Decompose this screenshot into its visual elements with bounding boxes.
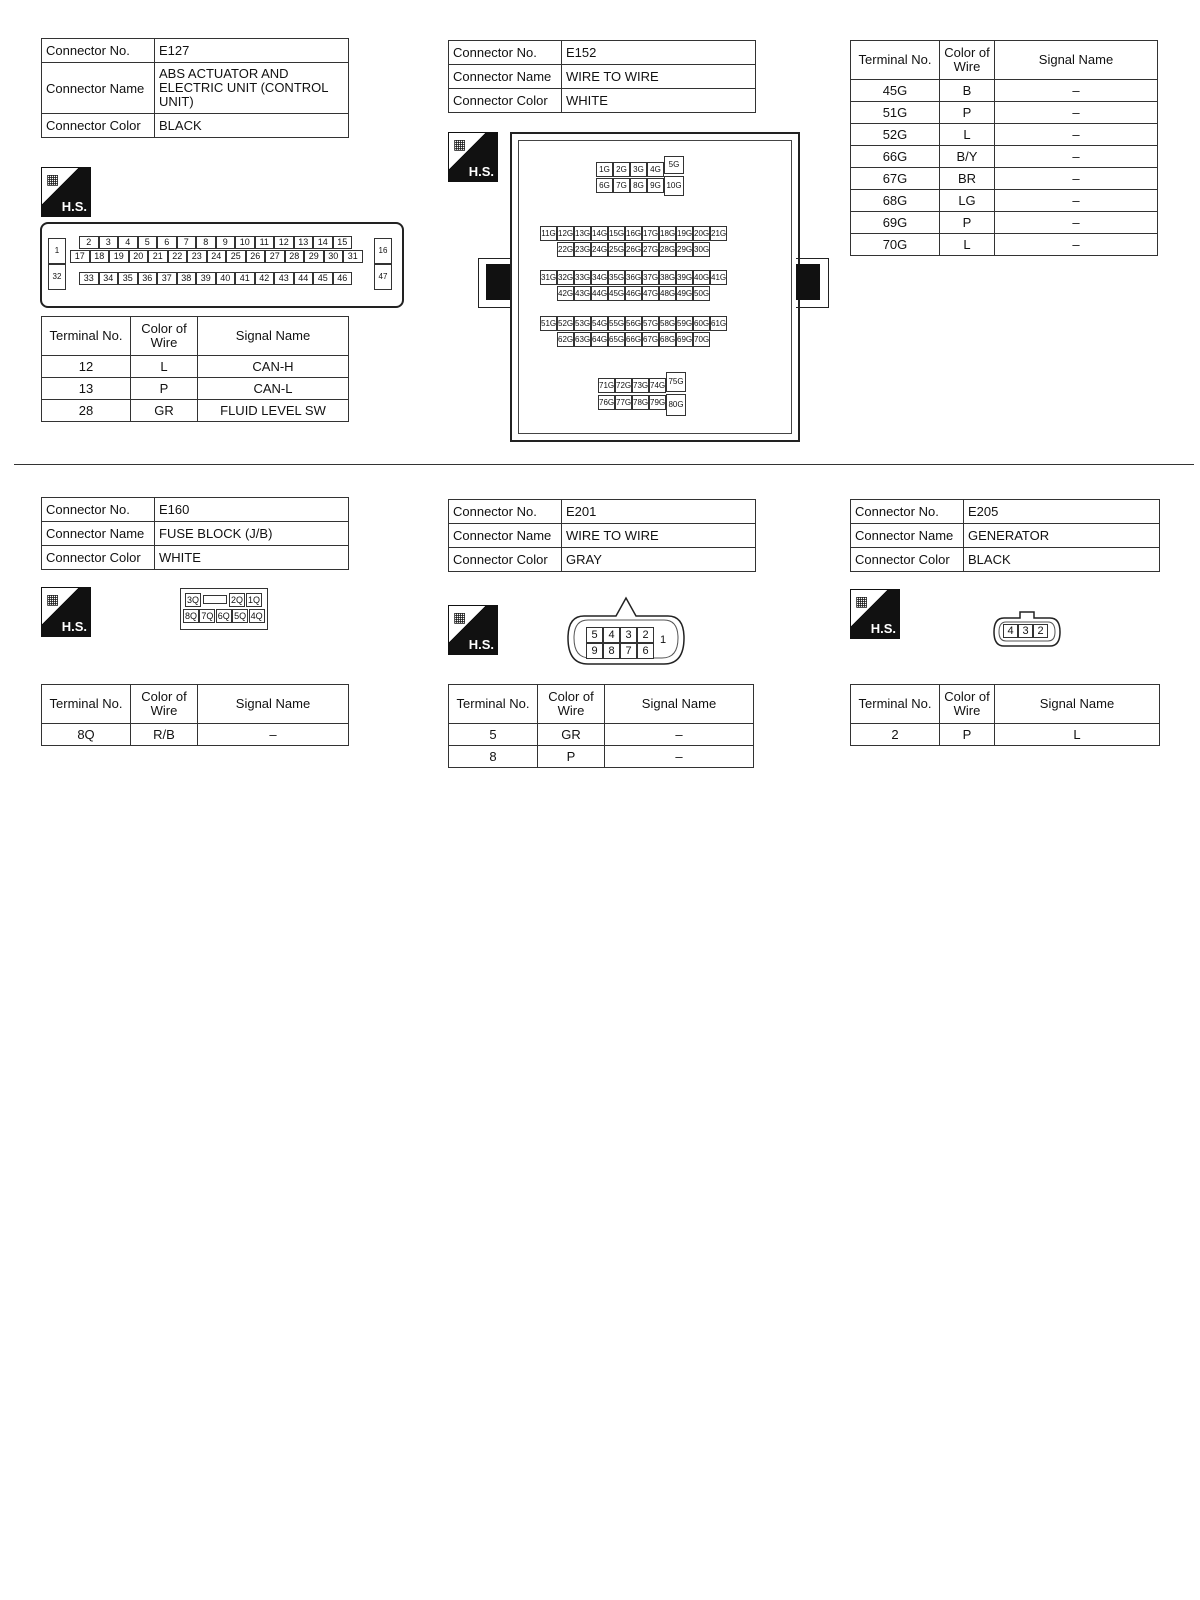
terminal-pin: 4G (647, 162, 664, 177)
table-row: 28 GR FLUID LEVEL SW (42, 400, 349, 422)
terminal-pin: 3Q (186, 595, 199, 605)
terminal-pin: 14G (591, 226, 608, 241)
terminal-pin: 37 (157, 272, 177, 285)
terminal-pin: 46G (625, 286, 642, 301)
e205-terminal-table: Terminal No. Color of Wire Signal Name 2 P L (850, 684, 1160, 746)
terminal-pin: 33G (574, 270, 591, 285)
harness-side-icon: ▦ H.S. (850, 589, 900, 639)
terminal-pin: 44G (591, 286, 608, 301)
terminal-pin: 31 (343, 250, 363, 263)
terminal-pin: 3 (99, 236, 119, 249)
terminal-pin: 36 (138, 272, 158, 285)
terminal-pin: 1G (596, 162, 613, 177)
terminal-pin: 38G (659, 270, 676, 285)
terminal-pin: 27G (642, 242, 659, 257)
terminal-pin: 29G (676, 242, 693, 257)
table-row: 69G P – (851, 212, 1158, 234)
terminal-pin: 14 (313, 236, 333, 249)
terminal-pin: 37G (642, 270, 659, 285)
table-row: 68G LG – (851, 190, 1158, 212)
table-row: 5 GR – (449, 724, 754, 746)
terminal-pin: 10 (235, 236, 255, 249)
terminal-pin: 8 (603, 643, 620, 659)
terminal-pin: 8G (630, 178, 647, 193)
terminal-pin: 17 (70, 250, 90, 263)
terminal-pin: 25 (226, 250, 246, 263)
terminal-pin: 79G (649, 395, 666, 410)
terminal-pin: 47 (374, 264, 392, 290)
terminal-pin: 6Q (217, 611, 230, 621)
terminal-pin: 59G (676, 316, 693, 331)
terminal-pin: 8 (196, 236, 216, 249)
terminal-pin: 18 (90, 250, 110, 263)
harness-side-icon: ▦ H.S. (448, 132, 498, 182)
table-row: 8Q R/B – (42, 724, 349, 746)
e160-connector-diagram (180, 588, 268, 630)
terminal-pin: 69G (676, 332, 693, 347)
terminal-pin: 50G (693, 286, 710, 301)
terminal-pin: 22 (168, 250, 188, 263)
terminal-pin: 46 (333, 272, 353, 285)
section-divider (14, 464, 1194, 465)
terminal-pin: 40G (693, 270, 710, 285)
terminal-pin: 6 (637, 643, 654, 659)
terminal-pin: 58G (659, 316, 676, 331)
terminal-pin: 28G (659, 242, 676, 257)
terminal-pin: 3G (630, 162, 647, 177)
e160-info-table: Connector No. E160 Connector Name FUSE BLOCK (J/B) Connector Color WHITE (41, 497, 349, 570)
terminal-pin: 75G (666, 372, 686, 392)
table-row: 13 P CAN-L (42, 378, 349, 400)
terminal-pin: 63G (574, 332, 591, 347)
terminal-pin: 57G (642, 316, 659, 331)
e152-info-table: Connector No. E152 Connector Name WIRE TO WIRE Connector Color WHITE (448, 40, 756, 113)
terminal-pin: 67G (642, 332, 659, 347)
terminal-pin: 60G (693, 316, 710, 331)
terminal-pin: 2G (613, 162, 630, 177)
e160-terminal-table: Terminal No. Color of Wire Signal Name 8Q R/B – (41, 684, 349, 746)
terminal-pin: 4 (1003, 624, 1018, 638)
terminal-pin: 6 (157, 236, 177, 249)
terminal-pin: 21G (710, 226, 727, 241)
e201-info-table: Connector No. E201 Connector Name WIRE TO WIRE Connector Color GRAY (448, 499, 756, 572)
table-row: 51G P – (851, 102, 1158, 124)
terminal-pin: 11 (255, 236, 275, 249)
terminal-pin: 31G (540, 270, 557, 285)
fuse-slot (203, 595, 227, 604)
table-row: 52G L – (851, 124, 1158, 146)
e205-info-table: Connector No. E205 Connector Name GENERATOR Connector Color BLACK (850, 499, 1160, 572)
terminal-pin: 24 (207, 250, 227, 263)
terminal-pin: 2 (79, 236, 99, 249)
terminal-pin: 36G (625, 270, 642, 285)
terminal-pin: 19G (676, 226, 693, 241)
terminal-pin: 4Q (250, 611, 263, 621)
terminal-pin: 7Q (201, 611, 214, 621)
terminal-pin: 2Q (230, 595, 243, 605)
terminal-pin: 44 (294, 272, 314, 285)
terminal-pin: 24G (591, 242, 608, 257)
terminal-pin: 34G (591, 270, 608, 285)
e201-terminal-table: Terminal No. Color of Wire Signal Name 5 GR – 8 P – (448, 684, 754, 768)
terminal-pin: 61G (710, 316, 727, 331)
terminal-pin: 80G (666, 394, 686, 416)
terminal-pin: 72G (615, 378, 632, 393)
terminal-pin: 43G (574, 286, 591, 301)
terminal-pin: 35G (608, 270, 625, 285)
table-row: 2 P L (851, 724, 1160, 746)
terminal-pin: 3 (620, 627, 637, 643)
terminal-pin: 4 (118, 236, 138, 249)
terminal-pin: 33 (79, 272, 99, 285)
terminal-pin: 40 (216, 272, 236, 285)
terminal-pin: 26 (246, 250, 266, 263)
terminal-pin: 1 (48, 238, 66, 264)
terminal-pin: 64G (591, 332, 608, 347)
terminal-pin: 12 (274, 236, 294, 249)
terminal-pin: 71G (598, 378, 615, 393)
terminal-pin: 1 (660, 634, 667, 646)
terminal-pin: 7G (613, 178, 630, 193)
terminal-pin: 23 (187, 250, 207, 263)
table-row: 66G B/Y – (851, 146, 1158, 168)
terminal-pin: 13 (294, 236, 314, 249)
terminal-pin: 11G (540, 226, 557, 241)
terminal-pin: 12G (557, 226, 574, 241)
terminal-pin: 5 (586, 627, 603, 643)
terminal-pin: 39 (196, 272, 216, 285)
terminal-pin: 8Q (184, 611, 197, 621)
terminal-pin: 26G (625, 242, 642, 257)
terminal-pin: 28 (285, 250, 305, 263)
table-row: 70G L – (851, 234, 1158, 256)
terminal-pin: 32 (48, 264, 66, 290)
terminal-pin: 9 (216, 236, 236, 249)
e152-terminal-table: Terminal No. Color of Wire Signal Name 45G B – 51G P – 52G L – 66G B/Y – 67G BR – 68G LG – 69G P – 70G L – (850, 40, 1158, 256)
terminal-pin: 52G (557, 316, 574, 331)
terminal-pin: 5 (138, 236, 158, 249)
terminal-pin: 13G (574, 226, 591, 241)
e205-connector-diagram (990, 608, 1064, 650)
table-row: 45G B – (851, 80, 1158, 102)
terminal-pin: 5G (664, 156, 684, 174)
harness-side-icon: ▦ H.S. (41, 587, 91, 637)
terminal-pin: 74G (649, 378, 666, 393)
terminal-pin: 62G (557, 332, 574, 347)
e127-info-table: Connector No. E127 Connector Name ABS ACTUATOR AND ELECTRIC UNIT (CONTROL UNIT) Connector Color BLACK (41, 38, 349, 138)
terminal-pin: 51G (540, 316, 557, 331)
terminal-pin: 34 (99, 272, 119, 285)
e127-terminal-table: Terminal No. Color of Wire Signal Name 12 L CAN-H 13 P CAN-L 28 GR FLUID LEVEL SW (41, 316, 349, 422)
terminal-pin: 66G (625, 332, 642, 347)
terminal-pin: 35 (118, 272, 138, 285)
terminal-pin: 5Q (234, 611, 247, 621)
terminal-pin: 2 (1033, 624, 1048, 638)
terminal-pin: 42 (255, 272, 275, 285)
terminal-pin: 20G (693, 226, 710, 241)
terminal-pin: 32G (557, 270, 574, 285)
terminal-pin: 45 (313, 272, 333, 285)
terminal-pin: 17G (642, 226, 659, 241)
terminal-pin: 73G (632, 378, 649, 393)
terminal-pin: 9G (647, 178, 664, 193)
terminal-pin: 15G (608, 226, 625, 241)
terminal-pin: 20 (129, 250, 149, 263)
terminal-pin: 29 (304, 250, 324, 263)
harness-side-icon: ▦ H.S. (448, 605, 498, 655)
terminal-pin: 4 (603, 627, 620, 643)
terminal-pin: 27 (265, 250, 285, 263)
terminal-pin: 19 (109, 250, 129, 263)
terminal-pin: 7 (620, 643, 637, 659)
terminal-pin: 41 (235, 272, 255, 285)
terminal-pin: 55G (608, 316, 625, 331)
terminal-pin: 6G (596, 178, 613, 193)
terminal-pin: 18G (659, 226, 676, 241)
terminal-pin: 42G (557, 286, 574, 301)
harness-side-icon: ▦ H.S. (41, 167, 91, 217)
terminal-pin: 48G (659, 286, 676, 301)
terminal-pin: 38 (177, 272, 197, 285)
terminal-pin: 41G (710, 270, 727, 285)
terminal-pin: 65G (608, 332, 625, 347)
terminal-pin: 30G (693, 242, 710, 257)
terminal-pin: 77G (615, 395, 632, 410)
terminal-pin: 22G (557, 242, 574, 257)
terminal-pin: 21 (148, 250, 168, 263)
terminal-pin: 16G (625, 226, 642, 241)
terminal-pin: 43 (274, 272, 294, 285)
table-row: 12 L CAN-H (42, 356, 349, 378)
terminal-pin: 7 (177, 236, 197, 249)
terminal-pin: 1Q (247, 595, 260, 605)
table-row: 67G BR – (851, 168, 1158, 190)
terminal-pin: 3 (1018, 624, 1033, 638)
terminal-pin: 53G (574, 316, 591, 331)
table-row: 8 P – (449, 746, 754, 768)
terminal-pin: 2 (637, 627, 654, 643)
terminal-pin: 15 (333, 236, 353, 249)
terminal-pin: 39G (676, 270, 693, 285)
terminal-pin: 16 (374, 238, 392, 264)
terminal-pin: 68G (659, 332, 676, 347)
terminal-pin: 76G (598, 395, 615, 410)
terminal-pin: 47G (642, 286, 659, 301)
terminal-pin: 54G (591, 316, 608, 331)
terminal-pin: 9 (586, 643, 603, 659)
terminal-pin: 23G (574, 242, 591, 257)
terminal-pin: 10G (664, 176, 684, 196)
terminal-pin: 56G (625, 316, 642, 331)
terminal-pin: 45G (608, 286, 625, 301)
terminal-pin: 78G (632, 395, 649, 410)
e201-connector-diagram (564, 594, 688, 670)
terminal-pin: 30 (324, 250, 344, 263)
terminal-pin: 49G (676, 286, 693, 301)
terminal-pin: 25G (608, 242, 625, 257)
terminal-pin: 70G (693, 332, 710, 347)
